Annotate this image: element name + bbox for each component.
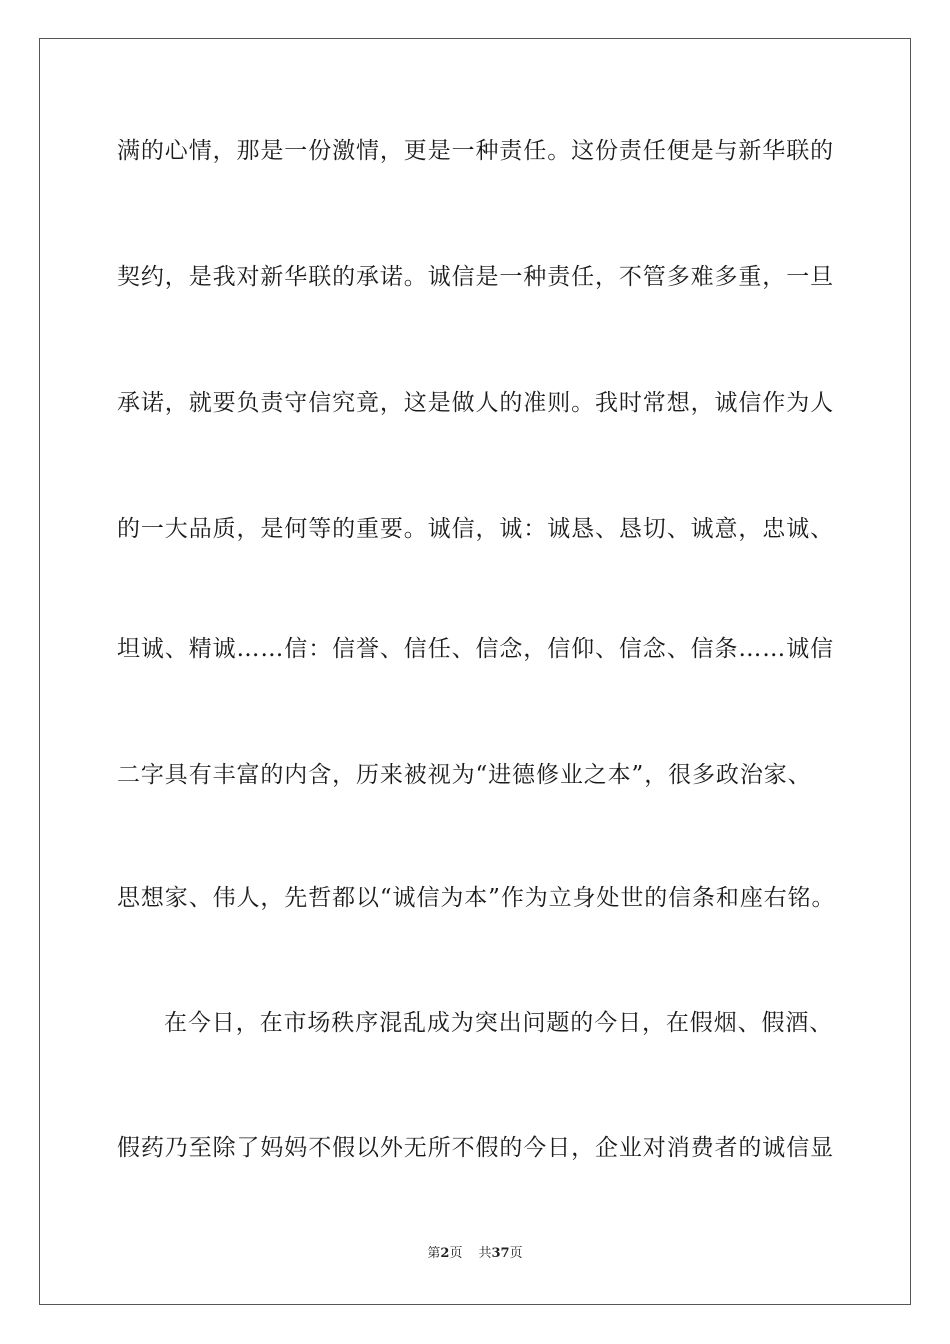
paragraph-line-1: 满的心情，那是一份激情，更是一种责任。这份责任便是与新华联的 bbox=[117, 138, 834, 164]
paragraph-line-8: 在今日，在市场秩序混乱成为突出问题的今日，在假烟、假酒、 bbox=[164, 1010, 834, 1036]
paragraph-line-4: 的一大品质，是何等的重要。诚信，诚：诚恳、恳切、诚意，忠诚、 bbox=[117, 516, 834, 542]
page-number: 2 bbox=[440, 1246, 450, 1261]
page-prefix: 第 bbox=[427, 1246, 441, 1261]
total-suffix: 页 bbox=[509, 1246, 523, 1261]
page-suffix: 页 bbox=[449, 1246, 463, 1261]
page-footer bbox=[0, 1245, 950, 1263]
paragraph-line-6: 二字具有丰富的内含，历来被视为“进德修业之本”，很多政治家、 bbox=[117, 762, 812, 788]
total-pages: 37 bbox=[491, 1246, 510, 1261]
paragraph-line-9: 假药乃至除了妈妈不假以外无所不假的今日，企业对消费者的诚信显 bbox=[117, 1135, 834, 1161]
paragraph-line-3: 承诺，就要负责守信究竟，这是做人的准则。我时常想，诚信作为人 bbox=[117, 390, 834, 416]
page-border bbox=[39, 38, 911, 1305]
total-prefix: 共 bbox=[478, 1246, 492, 1261]
paragraph-line-5: 坦诚、精诚……信：信誉、信任、信念，信仰、信念、信条……诚信 bbox=[117, 636, 834, 662]
paragraph-line-7: 思想家、伟人，先哲都以“诚信为本”作为立身处世的信条和座右铭。 bbox=[117, 885, 836, 911]
paragraph-line-2: 契约，是我对新华联的承诺。诚信是一种责任，不管多难多重，一旦 bbox=[117, 264, 834, 290]
